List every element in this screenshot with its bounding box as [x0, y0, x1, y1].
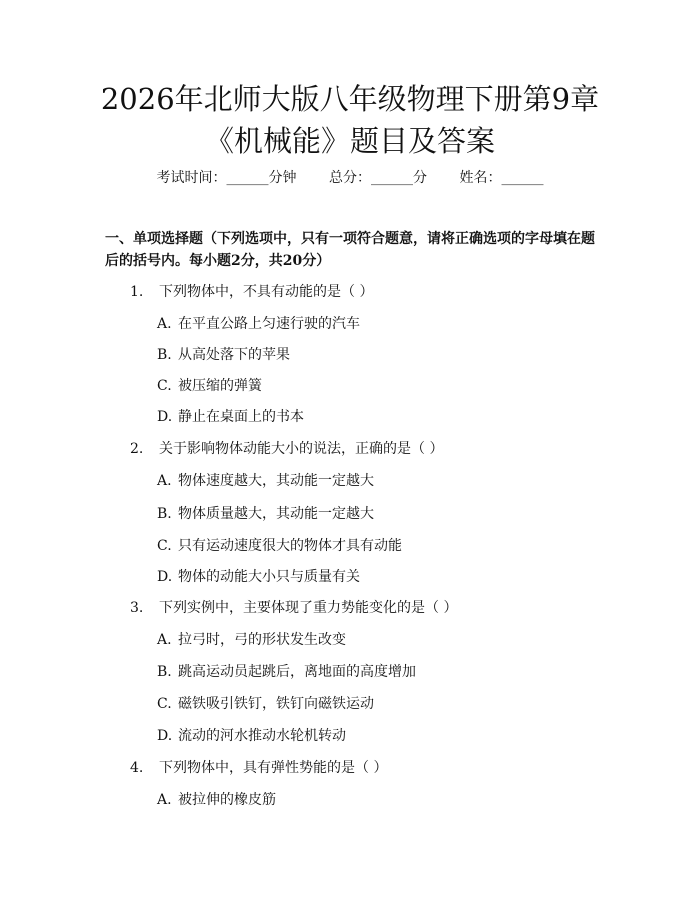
question-4-option-a [157, 790, 276, 810]
question-1-option-b [157, 345, 290, 365]
question-2-option-c [157, 536, 402, 556]
option-text: 被压缩的弹簧 [178, 378, 262, 394]
option-letter: D. [157, 569, 173, 585]
option-text: 在平直公路上匀速行驶的汽车 [178, 316, 360, 332]
option-text: 只有运动速度很大的物体才具有动能 [178, 538, 402, 554]
option-text: 物体的动能大小只与质量有关 [178, 569, 360, 585]
option-text: 物体质量越大，其动能一定越大 [178, 506, 374, 522]
exam-info-line [0, 168, 700, 188]
question-3 [130, 598, 457, 618]
option-letter: D. [157, 409, 173, 425]
option-letter: B. [157, 506, 172, 522]
option-text: 从高处落下的苹果 [178, 347, 290, 363]
option-letter: C. [157, 538, 172, 554]
question-1-option-d [157, 407, 304, 427]
option-letter: A. [157, 792, 172, 808]
student-name-field: 姓名：______ [459, 170, 544, 186]
question-text: 关于影响物体动能大小的说法，正确的是（ ） [159, 441, 444, 457]
option-text: 磁铁吸引铁钉，铁钉向磁铁运动 [178, 696, 374, 712]
question-1-option-a [157, 314, 360, 334]
option-text: 流动的河水推动水轮机转动 [178, 728, 346, 744]
question-number: 4. [130, 760, 144, 776]
option-letter: A. [157, 632, 172, 648]
question-4 [130, 758, 387, 778]
question-text: 下列物体中，不具有动能的是（ ） [159, 284, 374, 300]
question-3-option-c [157, 694, 374, 714]
question-number: 2. [130, 441, 144, 457]
option-text: 物体速度越大，其动能一定越大 [178, 473, 374, 489]
question-3-option-d [157, 726, 346, 746]
option-text: 被拉伸的橡皮筋 [178, 792, 276, 808]
question-text: 下列实例中，主要体现了重力势能变化的是（ ） [159, 600, 458, 616]
option-text: 静止在桌面上的书本 [178, 409, 304, 425]
question-2-option-b [157, 504, 374, 524]
document-title: 2026年北师大版八年级物理下册第9章《机械能》题目及答案 [100, 82, 600, 158]
option-letter: A. [157, 473, 172, 489]
option-letter: A. [157, 316, 172, 332]
question-2 [130, 439, 443, 459]
question-2-option-d [157, 567, 360, 587]
option-text: 拉弓时，弓的形状发生改变 [178, 632, 346, 648]
question-1-option-c [157, 376, 262, 396]
question-number: 1. [130, 284, 144, 300]
question-3-option-b [157, 662, 416, 682]
exam-time-field: 考试时间：______分钟 [156, 170, 297, 186]
question-2-option-a [157, 471, 374, 491]
option-text: 跳高运动员起跳后，离地面的高度增加 [178, 664, 416, 680]
total-score-field: 总分：______分 [329, 170, 427, 186]
question-text: 下列物体中，具有弹性势能的是（ ） [159, 760, 388, 776]
option-letter: B. [157, 347, 172, 363]
option-letter: C. [157, 378, 172, 394]
question-3-option-a [157, 630, 346, 650]
option-letter: D. [157, 728, 173, 744]
option-letter: C. [157, 696, 172, 712]
section-heading: 一、单项选择题（下列选项中，只有一项符合题意，请将正确选项的字母填在题后的括号内。每小题2分，共20分） [105, 231, 595, 269]
question-1 [130, 282, 373, 302]
question-number: 3. [130, 600, 144, 616]
option-letter: B. [157, 664, 172, 680]
